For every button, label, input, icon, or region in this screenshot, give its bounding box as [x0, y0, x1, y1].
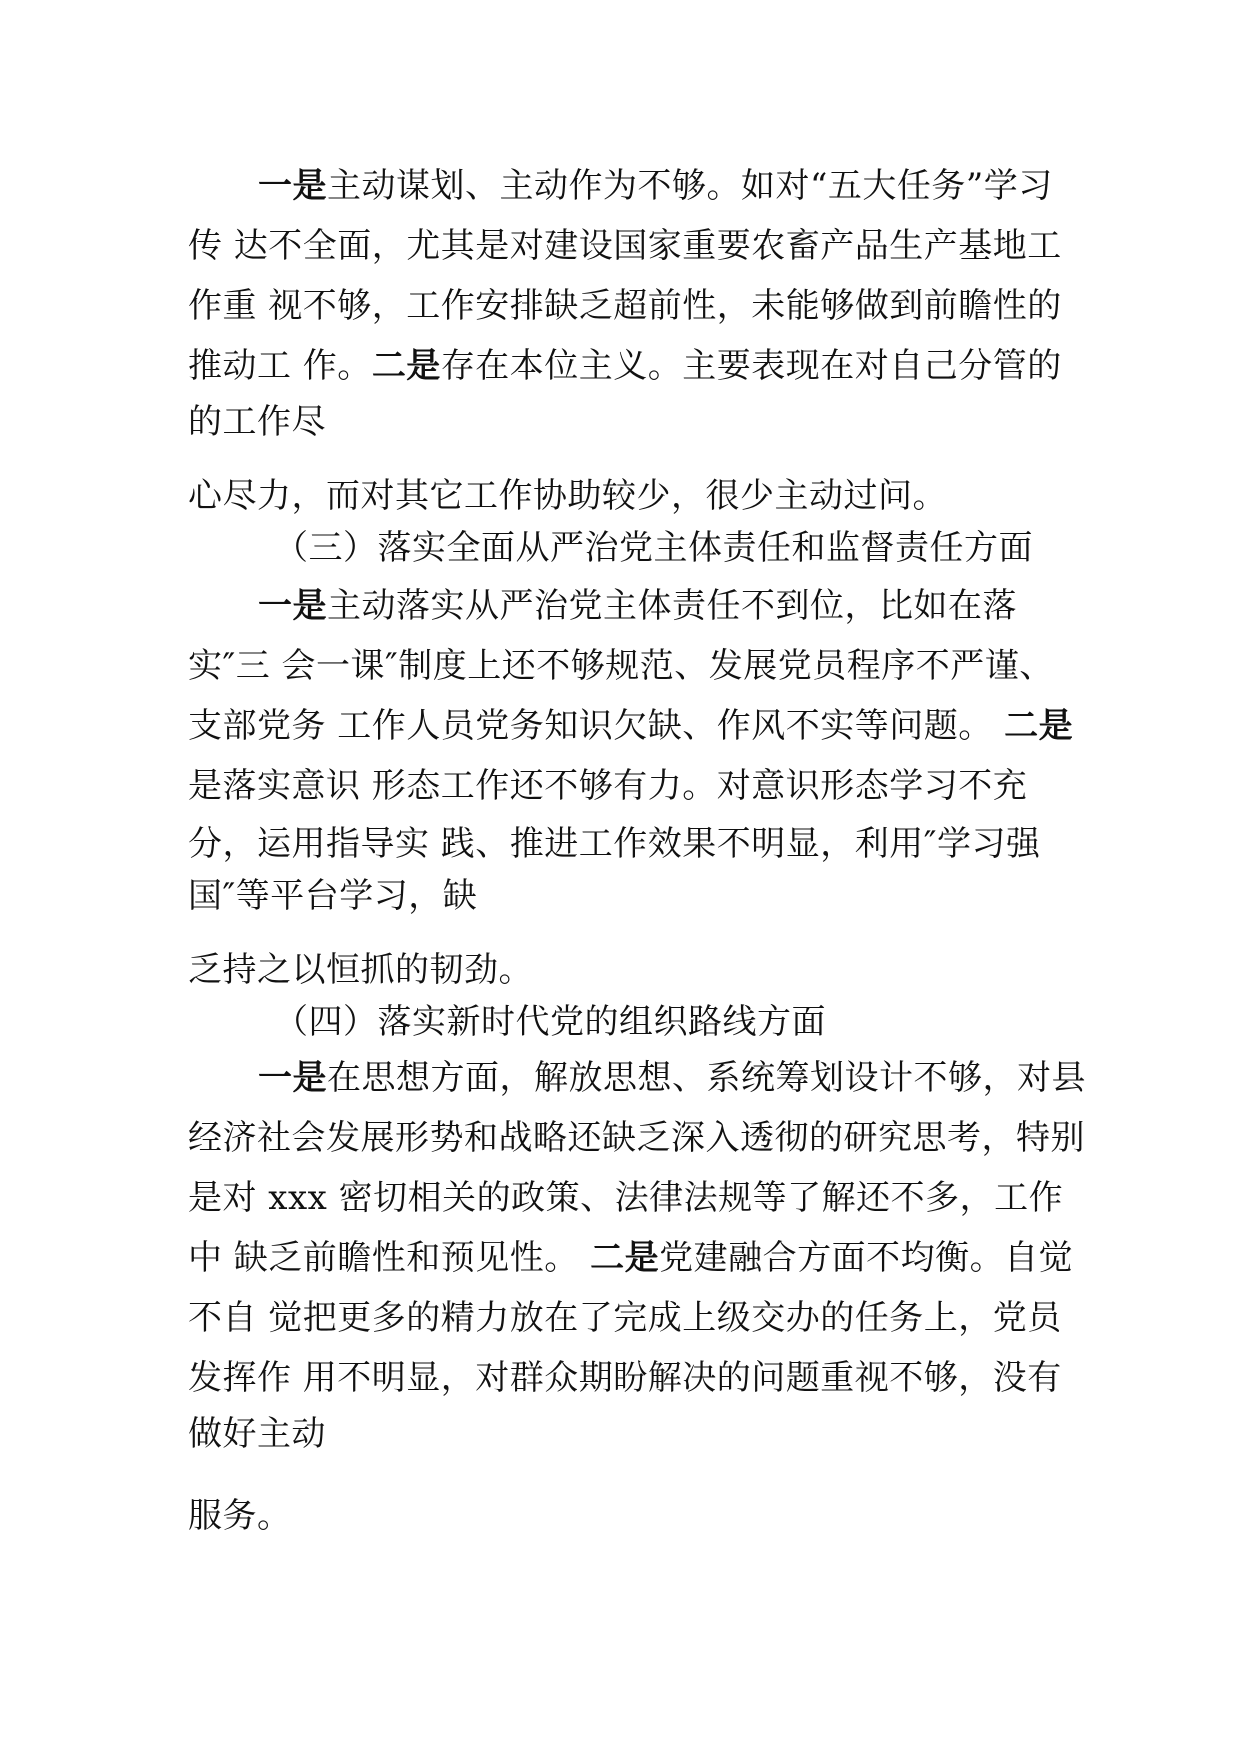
text: 支部党务 工作人员党务知识欠缺、作风不实等问题。 — [188, 706, 1005, 746]
paragraph-2-line-5: 分，运用指导实 践、推进工作效果不明显，利用″学习强 — [188, 824, 1041, 864]
paragraph-3-line-4 — [188, 1228, 1074, 1288]
text: 存在本位主义。主要表现在对自己分管的 — [440, 346, 1062, 386]
bold-marker: 一是 — [258, 166, 327, 206]
bold-marker: 二是 — [371, 346, 441, 386]
bold-marker: 二是 — [590, 1238, 660, 1278]
paragraph-2-line-7: 乏持之以恒抓的韧劲。 — [188, 950, 533, 990]
paragraph-2-line-3 — [188, 696, 1074, 756]
bold-marker: 二是 — [1004, 706, 1074, 746]
paragraph-3-line-6: 发挥作 用不明显，对群众期盼解决的问题重视不够，没有 — [188, 1358, 1062, 1398]
bold-marker: 一是 — [258, 586, 327, 626]
paragraph-3-line-7: 做好主动 — [188, 1414, 326, 1454]
paragraph-1-line-3: 作重 视不够，工作安排缺乏超前性，未能够做到前瞻性的 — [188, 286, 1062, 326]
paragraph-3-line-5: 不自 觉把更多的精力放在了完成上级交办的任务上，党员 — [188, 1298, 1062, 1338]
paragraph-2-line-2: 实″三 会一课″制度上还不够规范、发展党员程序不严谨、 — [188, 646, 1054, 686]
paragraph-1-line-2: 传 达不全面，尤其是对建设国家重要农畜产品生产基地工 — [188, 226, 1062, 266]
paragraph-3-line-3: 是对 xxx 密切相关的政策、法律法规等了解还不多，工作 — [188, 1178, 1064, 1218]
bold-marker: 一是 — [258, 1058, 327, 1098]
text: 党建融合方面不均衡。自觉 — [659, 1238, 1074, 1278]
paragraph-3-line-2: 经济社会发展形势和战略还缺乏深入透彻的研究思考，特别 — [188, 1118, 1085, 1158]
paragraph-2-line-4: 是落实意识 形态工作还不够有力。对意识形态学习不充 — [188, 766, 1028, 806]
paragraph-1-line-1 — [258, 156, 1138, 216]
paragraph-2-line-1 — [258, 576, 1138, 636]
section-heading-3: （三）落实全面从严治党主体责任和监督责任方面 — [274, 528, 1033, 568]
paragraph-3-line-8: 服务。 — [188, 1496, 292, 1536]
paragraph-3-line-1 — [258, 1048, 1138, 1108]
text: 在思想方面，解放思想、系统筹划设计不够，对县 — [327, 1058, 1086, 1098]
paragraph-2-line-6: 国″等平台学习，缺 — [188, 876, 478, 916]
paragraph-1-line-4 — [188, 336, 1068, 396]
text: 推动工 作。 — [188, 346, 372, 386]
text: 主动谋划、主动作为不够。如对“五大任务”学习 — [327, 166, 1053, 206]
text: 中 缺乏前瞻性和预见性。 — [188, 1238, 591, 1278]
paragraph-1-line-6: 心尽力，而对其它工作协助较少，很少主动过问。 — [188, 476, 947, 516]
text: 主动落实从严治党主体责任不到位，比如在落 — [327, 586, 1017, 626]
paragraph-1-line-5: 的工作尽 — [188, 402, 326, 442]
section-heading-4: （四）落实新时代党的组织路线方面 — [274, 1002, 826, 1042]
